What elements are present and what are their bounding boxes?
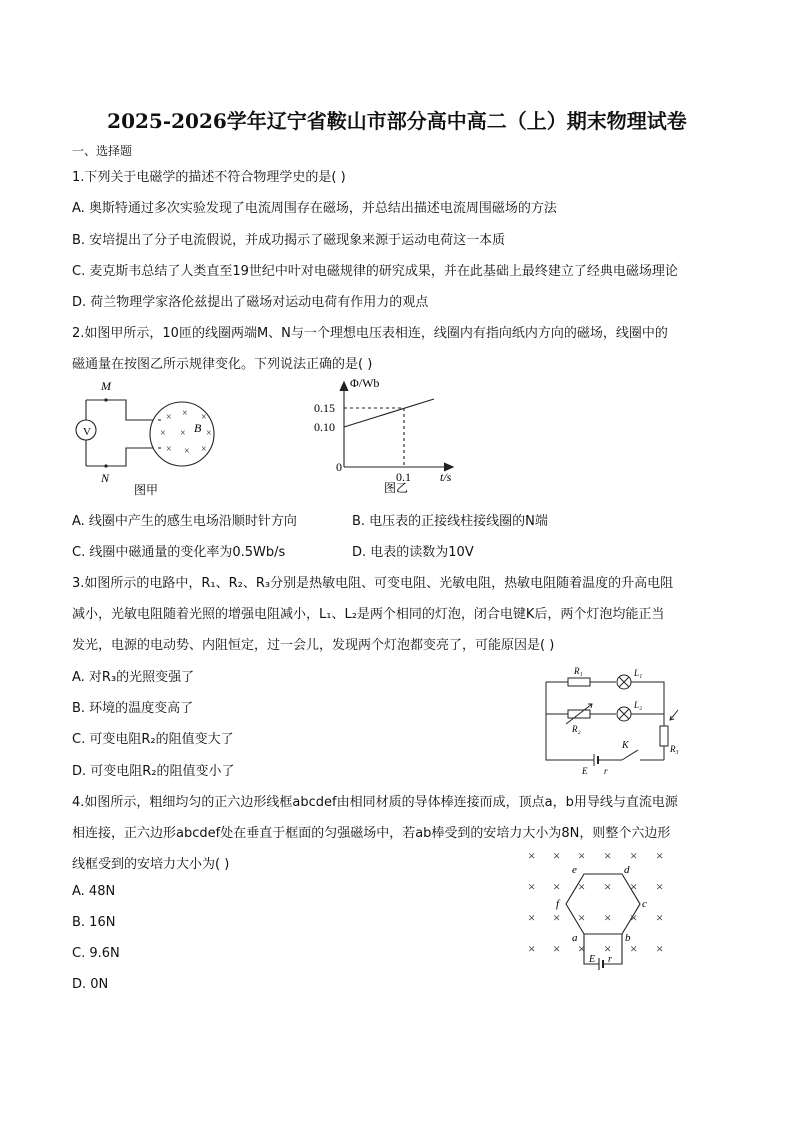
q4-stem-line2: 相连接，正六边形abcdef处在垂直于框面的匀强磁场中，若ab棒受到的安培力大小为8N，则整个六边形: [72, 826, 671, 841]
r3-label: R₃: [670, 744, 679, 754]
q4-option-a: A. 48N: [72, 884, 116, 899]
svg-text:×: ×: [578, 879, 586, 894]
q3-option-b: B. 环境的温度变高了: [72, 701, 194, 716]
svg-text:×: ×: [201, 412, 207, 423]
voltmeter-label: V: [83, 426, 91, 438]
svg-text:×: ×: [630, 848, 638, 863]
q4-stem-line3: 线框受到的安培力大小为( ): [72, 857, 230, 872]
resistance-r-label: r: [604, 766, 608, 776]
q2-option-c: C. 线圈中磁通量的变化率为0.5Wb/s: [72, 545, 286, 560]
svg-text:×: ×: [553, 910, 561, 925]
q3-stem-line2: 减小，光敏电阻随着光照的增强电阻减小，L₁、L₂是两个相同的灯泡，闭合电键K后，两个灯泡均能正当: [72, 607, 665, 622]
section-heading: 一、选择题: [72, 144, 133, 158]
figure-jia-caption: 图甲: [134, 483, 159, 497]
vertex-f-label: f: [556, 898, 560, 910]
source-e-label: E: [589, 954, 596, 965]
vertex-b-label: b: [625, 932, 631, 944]
terminal-m-label: M: [101, 379, 111, 393]
switch-k-label: K: [622, 740, 629, 751]
svg-text:×: ×: [528, 848, 536, 863]
origin-label: 0: [336, 460, 342, 474]
q4-option-c: C. 9.6N: [72, 946, 120, 961]
x-tick-01: 0.1: [396, 470, 411, 484]
svg-text:×: ×: [553, 879, 561, 894]
svg-text:×: ×: [604, 879, 612, 894]
svg-text:×: ×: [528, 879, 536, 894]
svg-text:×: ×: [166, 444, 172, 455]
l1-label: L₁: [634, 668, 643, 678]
svg-text:×: ×: [630, 879, 638, 894]
terminal-n-label: N: [101, 471, 110, 485]
vertex-e-label: e: [572, 864, 577, 876]
q2-option-b: B. 电压表的正接线柱接线圈的N端: [352, 514, 548, 529]
q2-stem-line1: 2.如图甲所示，10匝的线圈两端M、N与一个理想电压表相连，线圈内有指向纸内方向的磁场，线圈中的: [72, 326, 668, 341]
q1-option-d: D. 荷兰物理学家洛伦兹提出了磁场对运动电荷有作用力的观点: [72, 295, 429, 310]
q2-stem-line2: 磁通量在按图乙所示规律变化。下列说法正确的是( ): [72, 357, 373, 372]
svg-text:×: ×: [656, 941, 664, 956]
vertex-c-label: c: [642, 898, 647, 910]
q4-option-b: B. 16N: [72, 915, 116, 930]
figure-yi-caption: 图乙: [384, 481, 409, 495]
svg-text:×: ×: [166, 412, 172, 423]
svg-text:×: ×: [180, 428, 186, 439]
y-tick-015: 0.15: [314, 401, 335, 415]
q3-circuit-figure: [538, 664, 688, 776]
svg-text:×: ×: [160, 428, 166, 439]
q1-stem: 1.下列关于电磁学的描述不符合物理学史的是( ): [72, 170, 346, 185]
svg-text:×: ×: [630, 941, 638, 956]
q4-stem-line1: 4.如图所示，粗细均匀的正六边形线框abcdef由相同材质的导体棒连接而成，顶点a，b用导线与直流电源: [72, 795, 678, 810]
svg-text:×: ×: [528, 941, 536, 956]
svg-text:×: ×: [528, 910, 536, 925]
svg-text:×: ×: [184, 446, 190, 457]
q2-option-d: D. 电表的读数为10V: [352, 545, 474, 560]
svg-text:×: ×: [206, 428, 212, 439]
q3-option-d: D. 可变电阻R₂的阻值变小了: [72, 764, 235, 779]
q3-stem-line3: 发光，电源的电动势、内阻恒定，过一会儿，发现两个灯泡都变亮了，可能原因是( ): [72, 638, 555, 653]
field-b-label: B: [194, 421, 202, 435]
q3-stem-line1: 3.如图所示的电路中，R₁、R₂、R₃分别是热敏电阻、可变电阻、光敏电阻，热敏电阻随着温度的升高电阻: [72, 576, 674, 591]
q4-hexagon-figure: [522, 846, 682, 972]
svg-text:×: ×: [578, 910, 586, 925]
q2-figure-jia: [70, 378, 240, 500]
emf-e-label: E: [582, 766, 588, 776]
svg-text:×: ×: [630, 910, 638, 925]
q3-option-a: A. 对R₃的光照变强了: [72, 670, 195, 685]
q1-option-c: C. 麦克斯韦总结了人类直至19世纪中叶对电磁规律的研究成果，并在此基础上最终建立了经典电磁场理论: [72, 264, 678, 279]
q2-figure-yi: [300, 375, 470, 497]
svg-text:×: ×: [656, 910, 664, 925]
q1-option-a: A. 奥斯特通过多次实验发现了电流周围存在磁场，并总结出描述电流周围磁场的方法: [72, 201, 557, 216]
vertex-d-label: d: [624, 864, 630, 876]
svg-text:×: ×: [604, 910, 612, 925]
svg-text:×: ×: [656, 879, 664, 894]
vertex-a-label: a: [572, 932, 578, 944]
r1-label: R₁: [574, 666, 583, 676]
x-axis-label: t/s: [440, 470, 452, 484]
svg-text:×: ×: [578, 848, 586, 863]
q3-option-c: C. 可变电阻R₂的阻值变大了: [72, 732, 234, 747]
svg-text:×: ×: [578, 941, 586, 956]
r2-label: R₂: [572, 724, 581, 734]
l2-label: L₂: [634, 700, 643, 710]
svg-text:×: ×: [182, 408, 188, 419]
q1-option-b: B. 安培提出了分子电流假说，并成功揭示了磁现象来源于运动电荷这一本质: [72, 233, 506, 248]
svg-text:×: ×: [656, 848, 664, 863]
svg-text:×: ×: [604, 848, 612, 863]
svg-text:×: ×: [553, 941, 561, 956]
svg-text:×: ×: [553, 848, 561, 863]
q2-option-a: A. 线圈中产生的感生电场沿顺时针方向: [72, 514, 297, 529]
source-r-label: r: [608, 954, 612, 965]
y-axis-label: Φ/Wb: [350, 376, 380, 390]
y-tick-010: 0.10: [314, 420, 335, 434]
q4-option-d: D. 0N: [72, 977, 109, 992]
svg-text:×: ×: [201, 444, 207, 455]
svg-text:×: ×: [604, 941, 612, 956]
flux-line: [344, 399, 434, 427]
page-title: 2025-2026学年辽宁省鞍山市部分高中高二（上）期末物理试卷: [107, 109, 687, 133]
